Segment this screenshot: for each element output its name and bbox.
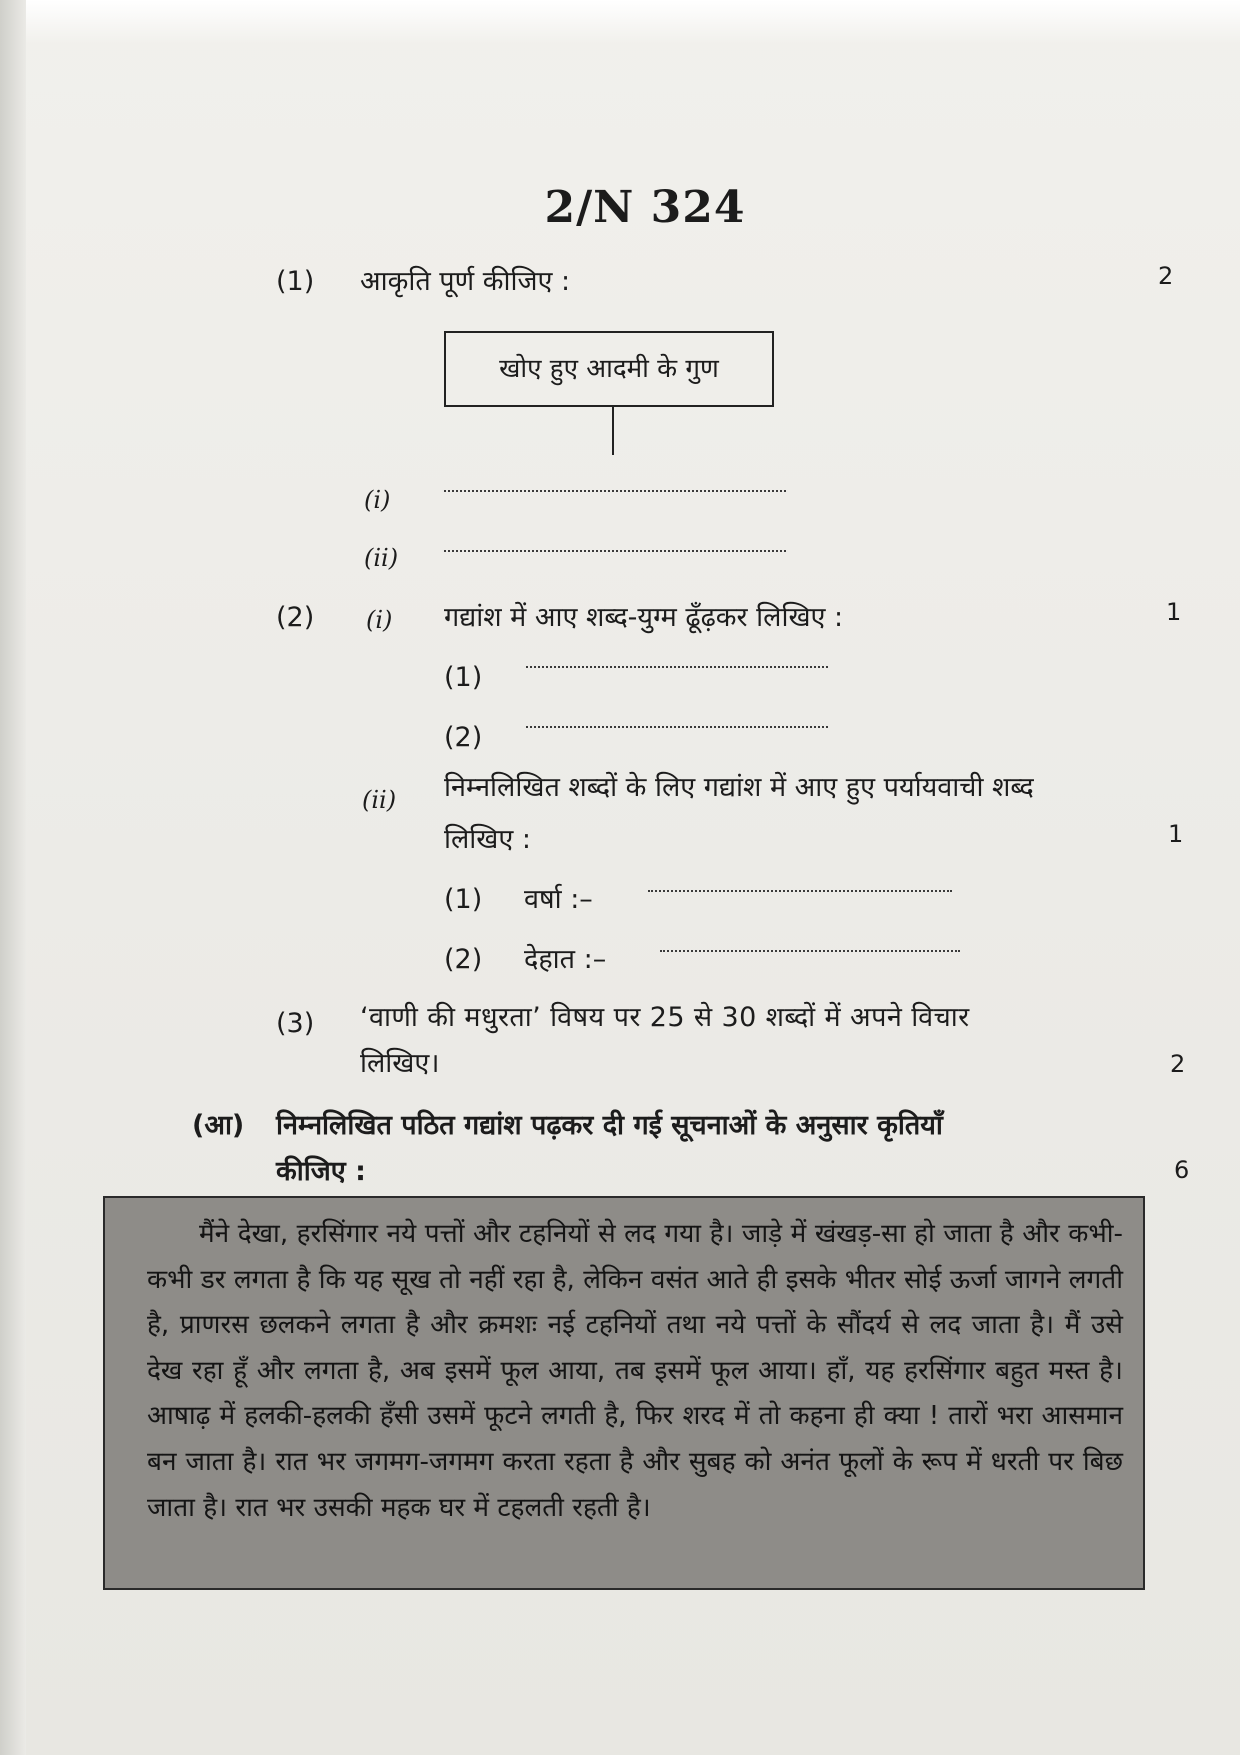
answer-line — [444, 550, 786, 552]
q2-part-ii-item-2-word: देहात :– — [524, 944, 607, 975]
concept-connector-line — [612, 407, 614, 455]
q2-part-ii-text-line1: निम्नलिखित शब्दों के लिए गद्यांश में आए हुए पर्यायवाची शब्द — [444, 772, 1034, 803]
section-aa-text-line2: कीजिए : — [276, 1156, 366, 1187]
q1-item-ii: (ii) — [364, 544, 399, 572]
section-aa-marks: 6 — [1174, 1156, 1190, 1184]
q3-number: (3) — [276, 1008, 315, 1039]
q3-text-line2: लिखिए। — [360, 1048, 440, 1079]
section-aa-label: (आ) — [192, 1110, 245, 1141]
q1-marks: 2 — [1158, 262, 1174, 290]
page-left-edge — [0, 0, 26, 1755]
q2-part-ii-text-line2: लिखिए : — [444, 824, 531, 855]
answer-line — [526, 666, 828, 668]
q3-text-line1: ‘वाणी की मधुरता’ विषय पर 25 से 30 शब्दों में अपने विचार — [360, 1002, 970, 1033]
paper-code: 2/N 324 — [544, 182, 746, 233]
q2-part-ii-item-1-number: (1) — [444, 884, 483, 915]
q2-part-i-item-2: (2) — [444, 722, 483, 753]
q2-part-ii-number: (ii) — [362, 786, 397, 814]
q1-text: आकृति पूर्ण कीजिए : — [360, 266, 571, 297]
answer-line — [648, 890, 952, 892]
page-top-edge — [0, 0, 1240, 44]
answer-line — [660, 950, 960, 952]
q2-number: (2) — [276, 602, 315, 633]
answer-line — [444, 490, 786, 492]
q1-item-i: (i) — [364, 486, 391, 514]
q3-marks: 2 — [1170, 1050, 1186, 1078]
q2-part-i-number: (i) — [366, 606, 393, 634]
q2-part-i-item-1: (1) — [444, 662, 483, 693]
concept-box-text: खोए हुए आदमी के गुण — [499, 354, 719, 384]
answer-line — [526, 726, 828, 728]
passage-text: मैंने देखा, हरसिंगार नये पत्तों और टहनियों से लद गया है। जाड़े में खंखड़-सा हो जाता है और कभी-कभी डर लगता है कि यह सूख तो नहीं रहा है, लेकिन वसंत आते ही इसके भीतर सोई ऊर्जा जागने लगती है, प्राणरस छलकने लगता है और क्रमशः नई टहनियों तथा नये पत्तों के सौंदर्य से लद जाता है। मैं उसे देख रहा हूँ और लगता है, अब इसमें फूल आया, तब इसमें फूल आया। हाँ, यह हरसिंगार बहुत मस्त है। आषाढ़ में हलकी-हलकी हँसी उसमें फूटने लगती है, फिर शरद में तो कहना ही क्या ! तारों भरा आसमान बन जाता है। रात भर जगमग-जगमग करता रहता है और सुबह को अनंत फूलों के रूप में धरती पर बिछ जाता है। रात भर उसकी महक घर में टहलती रहती है। — [147, 1219, 1123, 1523]
q2-part-ii-marks: 1 — [1168, 820, 1184, 848]
q2-part-i-text: गद्यांश में आए शब्द-युग्म ढूँढ़कर लिखिए : — [444, 602, 844, 633]
q2-part-i-marks: 1 — [1166, 598, 1182, 626]
q1-number: (1) — [276, 266, 315, 297]
q2-part-ii-item-1-word: वर्षा :– — [524, 884, 593, 915]
section-aa-text-line1: निम्नलिखित पठित गद्यांश पढ़कर दी गई सूचनाओं के अनुसार कृतियाँ — [276, 1110, 943, 1141]
q2-part-ii-item-2-number: (2) — [444, 944, 483, 975]
passage-box — [103, 1196, 1145, 1590]
concept-box — [444, 331, 774, 407]
